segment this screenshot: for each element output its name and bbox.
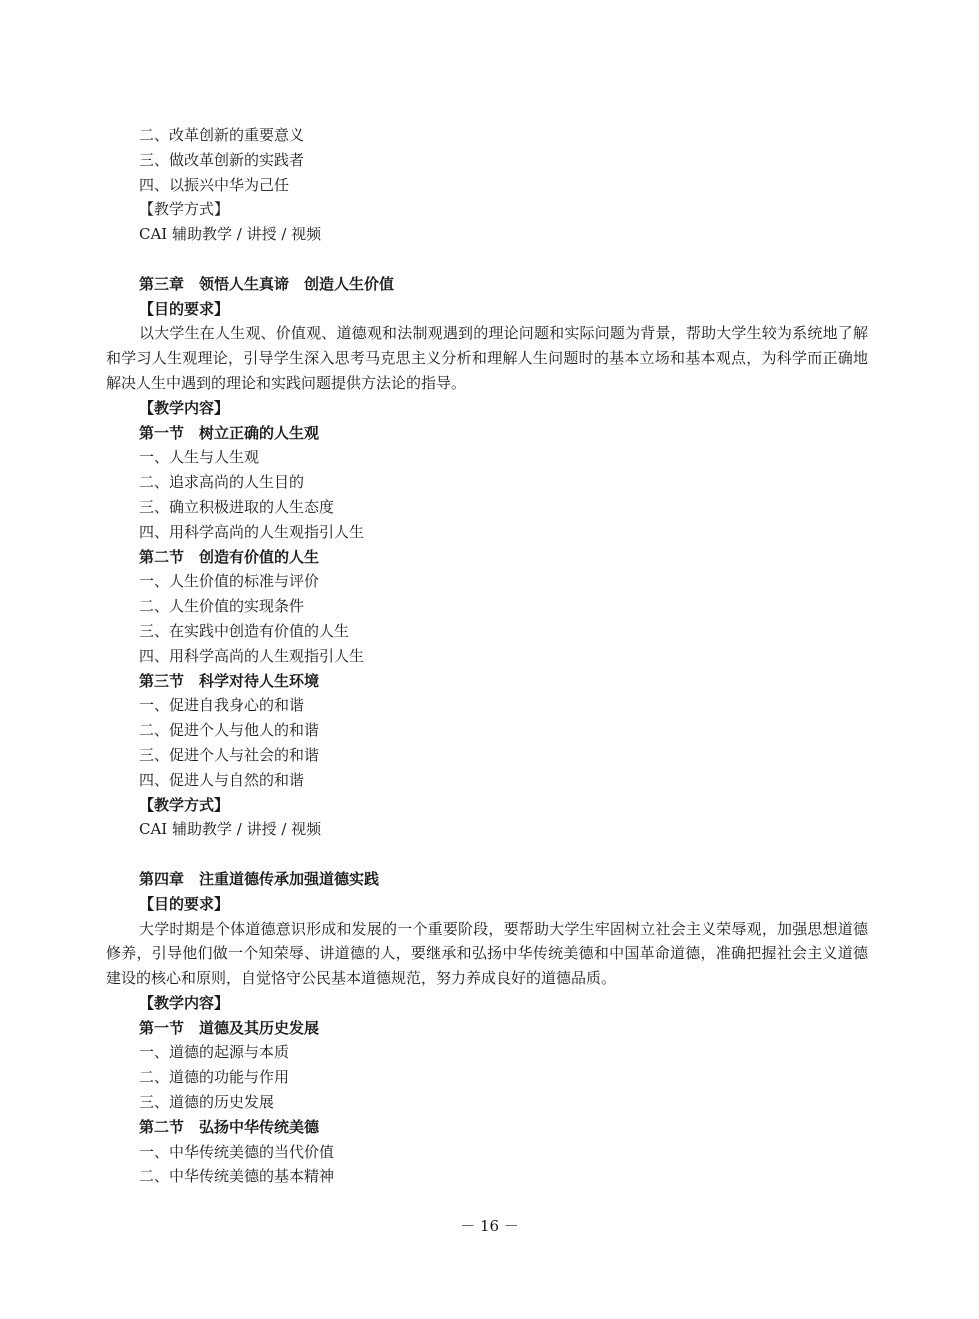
list-item: 一、人生价值的标准与评价 <box>139 572 320 591</box>
content-label: 【教学内容】 <box>139 993 230 1012</box>
list-item: 四、促进人与自然的和谐 <box>139 770 305 789</box>
section-title: 第三节 科学对待人生环境 <box>139 671 320 690</box>
purpose-paragraph: 大学时期是个体道德意识形成和发展的一个重要阶段，要帮助大学生牢固树立社会主义荣辱观，加强思想道德修养，引导他们做一个知荣辱、讲道德的人，要继承和弘扬中华传统美德和中国革命道德，准确把握社会主义道德建设的核心和原则，自觉恪守公民基本道德规范，努力养成良好的道德品质。 <box>106 919 868 988</box>
page-content <box>106 123 868 1189</box>
page-number: － 16 － <box>460 1217 519 1235</box>
list-item: 四、用科学高尚的人生观指引人生 <box>139 646 365 665</box>
list-item: 二、促进个人与他人的和谐 <box>139 721 320 740</box>
teaching-method-text: CAI 辅助教学 / 讲授 / 视频 <box>139 225 322 244</box>
list-item: 二、追求高尚的人生目的 <box>139 473 305 492</box>
content-label: 【教学内容】 <box>139 398 230 417</box>
chapter-4-title: 第四章 注重道德传承加强道德实践 <box>139 869 380 888</box>
list-item: 四、用科学高尚的人生观指引人生 <box>139 522 365 541</box>
list-item: 三、促进个人与社会的和谐 <box>139 745 320 764</box>
list-item: 三、在实践中创造有价值的人生 <box>139 621 350 640</box>
list-item: 一、促进自我身心的和谐 <box>139 696 305 715</box>
list-item: 三、做改革创新的实践者 <box>139 150 305 169</box>
section-title: 第二节 创造有价值的人生 <box>139 547 320 566</box>
list-item: 三、确立积极进取的人生态度 <box>139 497 335 516</box>
teaching-method-label: 【教学方式】 <box>139 795 230 814</box>
section-title: 第二节 弘扬中华传统美德 <box>139 1117 320 1136</box>
purpose-paragraph: 以大学生在人生观、价值观、道德观和法制观遇到的理论问题和实际问题为背景，帮助大学生较为系统地了解和学习人生观理论，引导学生深入思考马克思主义分析和理解人生问题时的基本立场和基本观点，为科学而正确地解决人生中遇到的理论和实践问题提供方法论的指导。 <box>106 324 868 392</box>
list-item: 二、道德的功能与作用 <box>139 1068 290 1087</box>
list-item: 二、中华传统美德的基本精神 <box>139 1167 335 1186</box>
list-item: 一、人生与人生观 <box>139 448 260 467</box>
teaching-method-label: 【教学方式】 <box>139 200 230 219</box>
teaching-method-text: CAI 辅助教学 / 讲授 / 视频 <box>139 820 322 839</box>
list-item: 四、以振兴中华为己任 <box>139 175 290 194</box>
section-title: 第一节 树立正确的人生观 <box>139 423 320 442</box>
purpose-label: 【目的要求】 <box>139 894 230 913</box>
purpose-label: 【目的要求】 <box>139 299 230 318</box>
section-title: 第一节 道德及其历史发展 <box>139 1018 320 1037</box>
list-item: 二、改革创新的重要意义 <box>139 126 305 144</box>
list-item: 一、道德的起源与本质 <box>139 1043 290 1062</box>
list-item: 二、人生价值的实现条件 <box>139 597 305 616</box>
list-item: 一、中华传统美德的当代价值 <box>139 1142 335 1161</box>
chapter-3-title: 第三章 领悟人生真谛 创造人生价值 <box>139 274 395 293</box>
list-item: 三、道德的历史发展 <box>139 1093 275 1112</box>
